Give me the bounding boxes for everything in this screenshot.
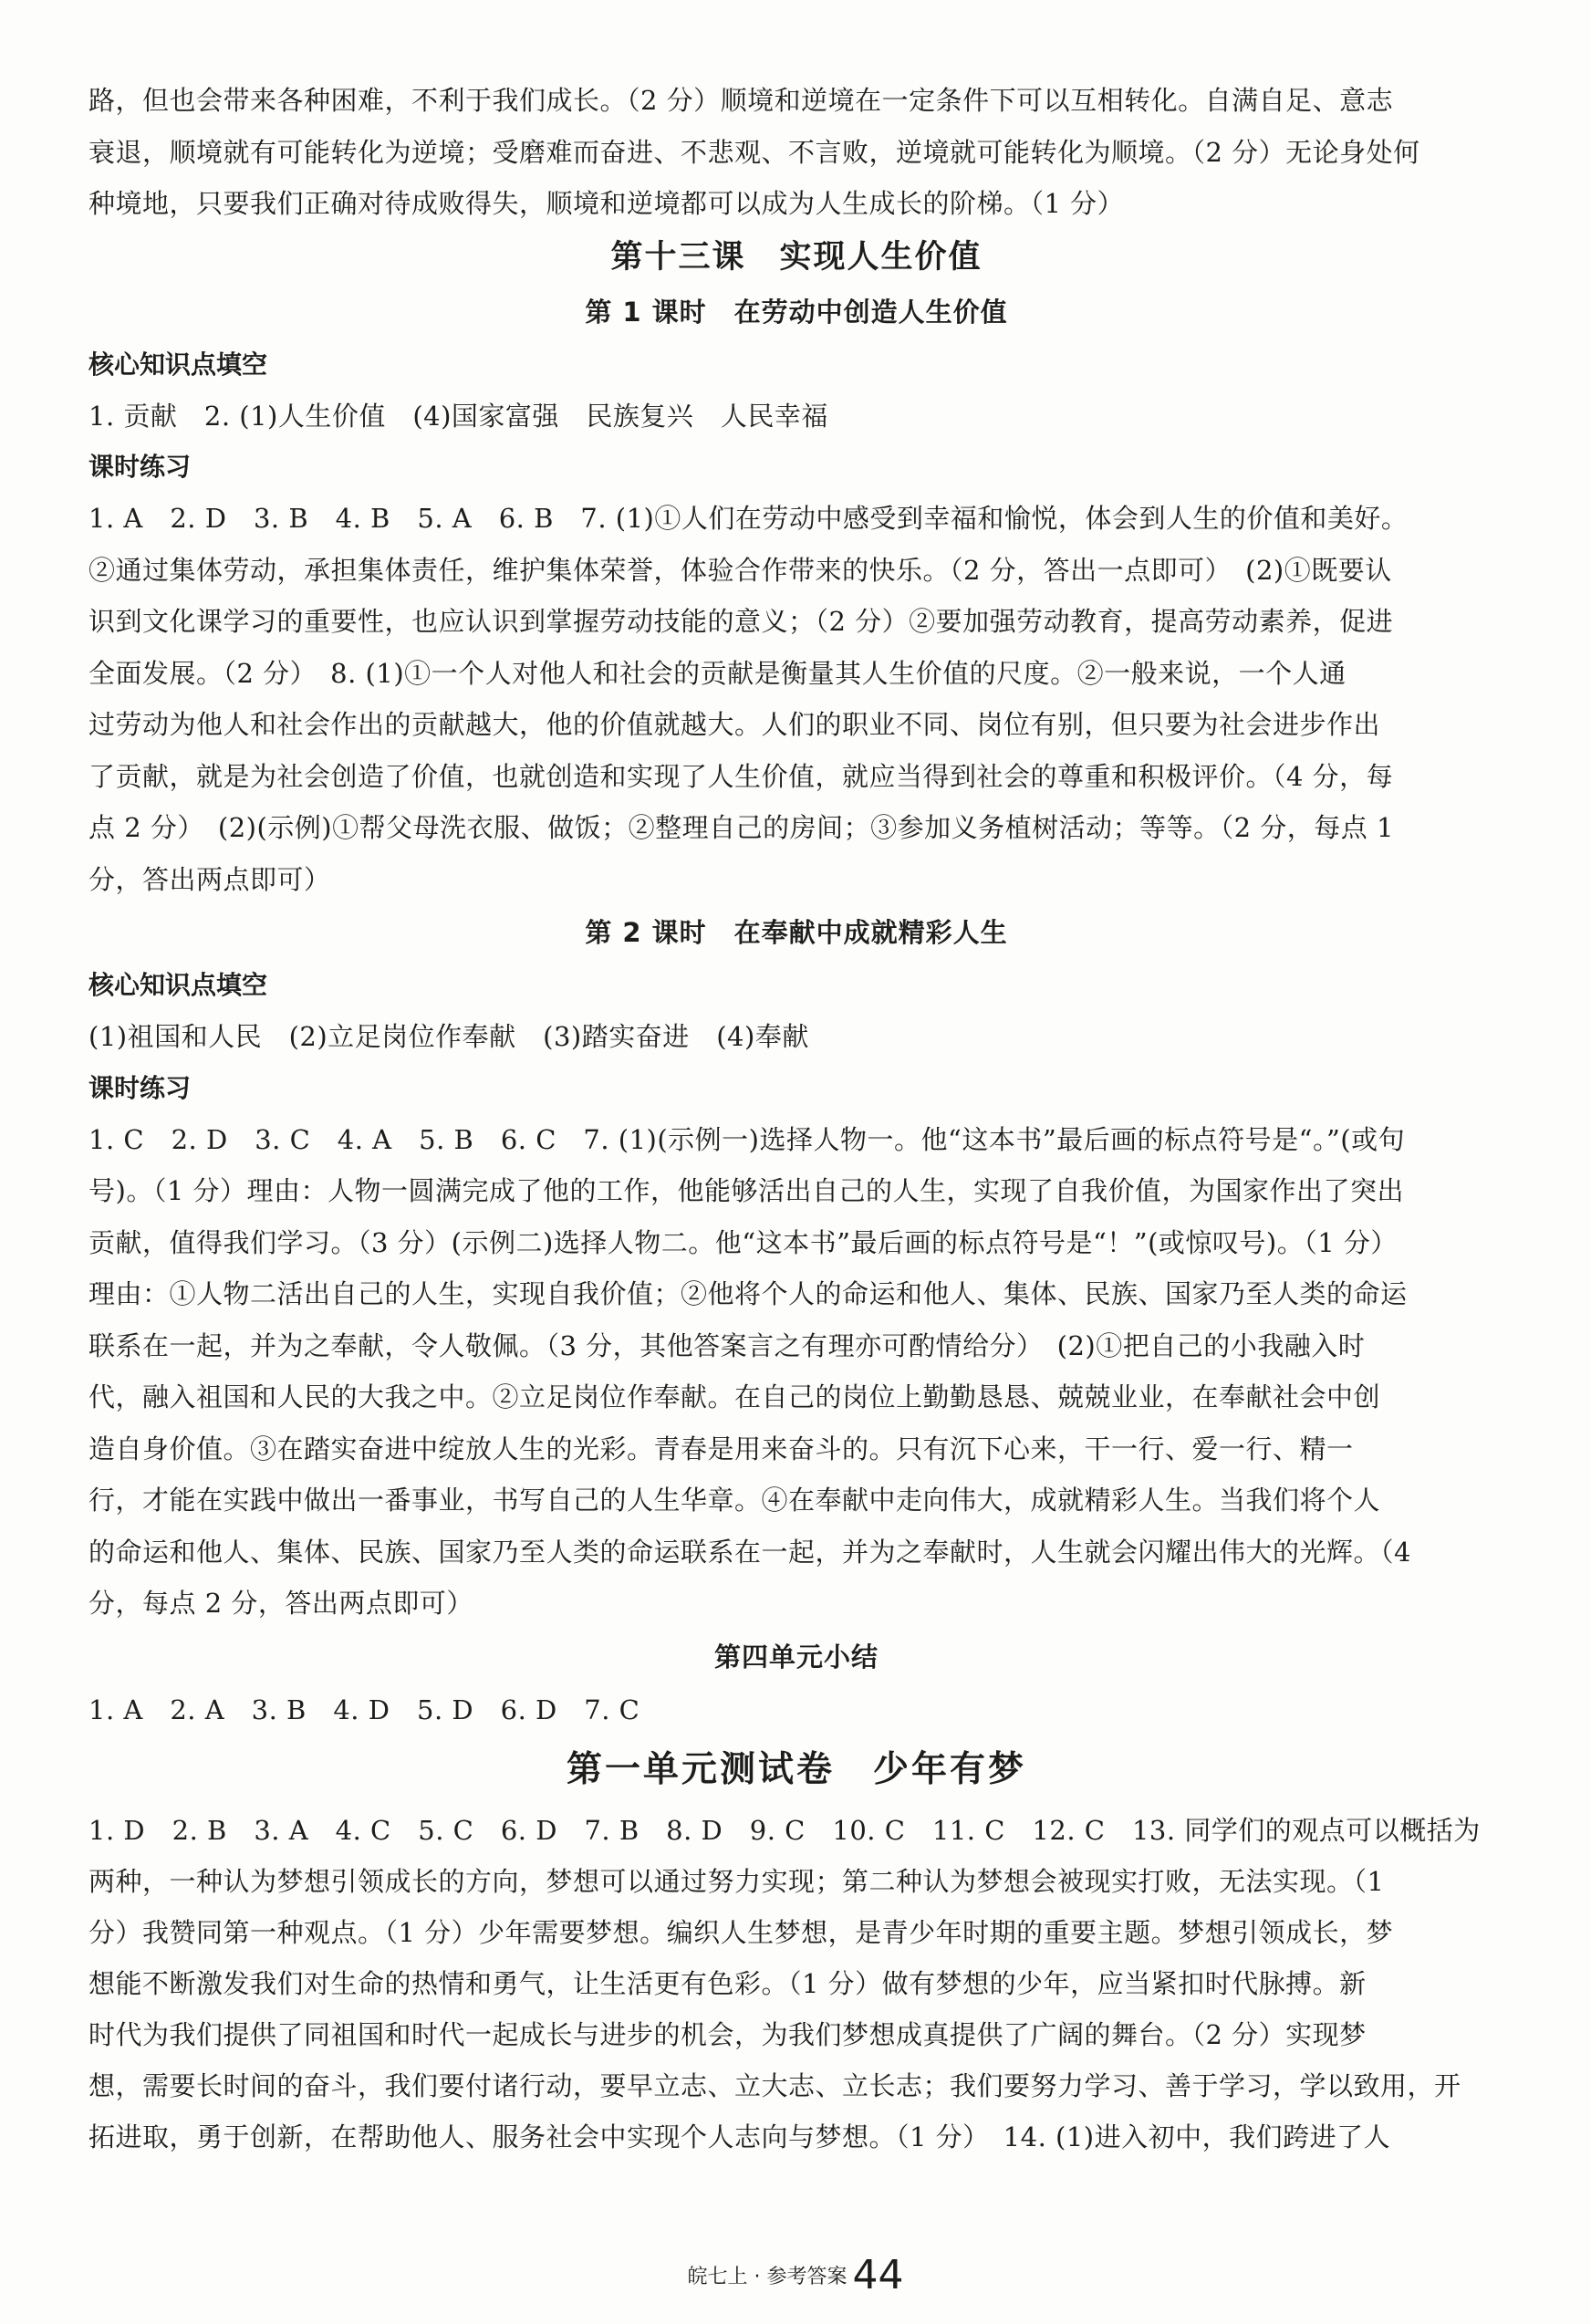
text-line: 点 2 分） (2)(示例)①帮父母洗衣服、做饭；②整理自己的房间；③参加义务植树活动；等等。（2 分，每点 1 (88, 812, 1394, 843)
unit-4-summary-answers: 1. A 2. A 3. B 4. D 5. D 6. D 7. C (88, 1693, 640, 1725)
unit-4-summary-title: 第四单元小结 (713, 1641, 879, 1673)
text-line: 识到文化课学习的重要性，也应认识到掌握劳动技能的意义；（2 分）②要加强劳动教育，提高劳动素养，促进 (88, 606, 1394, 637)
core-knowledge-heading: 核心知识点填空 (88, 970, 268, 1000)
practice-answers (88, 493, 1504, 905)
unit-1-test-answers (88, 1805, 1504, 2162)
page-content (88, 75, 1504, 2162)
practice-heading: 课时练习 (88, 452, 192, 482)
text-line: 种境地，只要我们正确对待成败得失，顺境和逆境都可以成为人生成长的阶梯。（1 分） (88, 188, 1125, 219)
text-line: 全面发展。（2 分） 8. (1)①一个人对他人和社会的贡献是衡量其人生价值的尺度。②一般来说，一个人通 (88, 657, 1347, 689)
text-line: 号)。（1 分）理由：人物一圆满完成了他的工作，他能够活出自己的人生，实现了自我价值，为国家作出了突出 (88, 1175, 1404, 1206)
text-line: 分，答出两点即可） (88, 863, 331, 895)
period-1-title: 第 1 课时 在劳动中创造人生价值 (585, 296, 1008, 328)
text-line: 分，每点 2 分，答出两点即可） (88, 1588, 473, 1619)
lesson-13-title: 第十三课 实现人生价值 (610, 238, 983, 276)
period-2-title: 第 2 课时 在奉献中成就精彩人生 (585, 917, 1008, 948)
practice-heading: 课时练习 (88, 1072, 192, 1103)
text-line: 拓进取，勇于创新，在帮助他人、服务社会中实现个人志向与梦想。（1 分） 14. (1)进入初中，我们跨进了人 (88, 2121, 1391, 2152)
text-line: ②通过集体劳动，承担集体责任，维护集体荣誉，体验合作带来的快乐。（2 分，答出一点即可） (2)①既要认 (88, 554, 1392, 586)
unit-1-test-title: 第一单元测试卷 少年有梦 (566, 1749, 1026, 1790)
text-line: 联系在一起，并为之奉献，令人敬佩。（3 分，其他答案言之有理亦可酌情给分） (2)①把自己的小我融入时 (88, 1329, 1366, 1361)
page-number: 44 (852, 2252, 904, 2298)
text-line: 理由：①人物二活出自己的人生，实现自我价值；②他将个人的命运和他人、集体、民族、国家乃至人类的命运 (88, 1278, 1408, 1309)
intro-paragraph (88, 75, 1504, 230)
text-line: 分）我赞同第一种观点。（1 分）少年需要梦想。编织人生梦想，是青少年时期的重要主题。梦想引领成长，梦 (88, 1917, 1394, 1948)
text-line: 时代为我们提供了同祖国和时代一起成长与进步的机会，为我们梦想成真提供了广阔的舞台。（2 分）实现梦 (88, 2019, 1367, 2050)
text-line: 的命运和他人、集体、民族、国家乃至人类的命运联系在一起，并为之奉献时，人生就会闪耀出伟大的光辉。（4 (88, 1536, 1411, 1568)
text-line: 1. D 2. B 3. A 4. C 5. C 6. D 7. B 8. D 9. C 10. C 11. C 12. C 13. 同学们的观点可以概括为 (88, 1815, 1481, 1846)
text-line: 1. A 2. D 3. B 4. B 5. A 6. B 7. (1)①人们在劳动中感受到幸福和愉悦，体会到人生的价值和美好。 (88, 503, 1409, 534)
core-knowledge-answer: 1. 贡献 2. (1)人生价值 (4)国家富强 民族复兴 人民幸福 (88, 400, 828, 432)
core-knowledge-answer: (1)祖国和人民 (2)立足岗位作奉献 (3)踏实奋进 (4)奉献 (88, 1021, 809, 1052)
text-line: 衰退，顺境就有可能转化为逆境；受磨难而奋进、不悲观、不言败，逆境就可能转化为顺境。（2 分）无论身处何 (88, 136, 1420, 168)
core-knowledge-heading: 核心知识点填空 (88, 349, 268, 380)
text-line: 两种，一种认为梦想引领成长的方向，梦想可以通过努力实现；第二种认为梦想会被现实打败，无法实现。（1 (88, 1866, 1385, 1897)
text-line: 路，但也会带来各种困难，不利于我们成长。（2 分）顺境和逆境在一定条件下可以互相转化。自满自足、意志 (88, 85, 1394, 116)
text-line: 了贡献，就是为社会创造了价值，也就创造和实现了人生价值，就应当得到社会的尊重和积极评价。（4 分，每 (88, 760, 1394, 792)
footer-label: 皖七上 · 参考答案 (687, 2266, 847, 2288)
text-line: 想，需要长时间的奋斗，我们要付诸行动，要早立志、立大志、立长志；我们要努力学习、善于学习，学以致用，开 (88, 2070, 1461, 2101)
text-line: 行，才能在实践中做出一番事业，书写自己的人生华章。④在奉献中走向伟大，成就精彩人生。当我们将个人 (88, 1485, 1381, 1516)
practice-answers (88, 1114, 1504, 1630)
text-line: 造自身价值。③在踏实奋进中绽放人生的光彩。青春是用来奋斗的。只有沉下心来，干一行、爱一行、精一 (88, 1433, 1354, 1464)
text-line: 代，融入祖国和人民的大我之中。②立足岗位作奉献。在自己的岗位上勤勤恳恳、兢兢业业，在奉献社会中创 (88, 1381, 1381, 1412)
page-footer (0, 2252, 1591, 2298)
text-line: 贡献，值得我们学习。（3 分）(示例二)选择人物二。他“这本书”最后画的标点符号是“！”(或惊叹号)。（1 分） (88, 1226, 1398, 1258)
text-line: 想能不断激发我们对生命的热情和勇气，让生活更有色彩。（1 分）做有梦想的少年，应当紧扣时代脉搏。新 (88, 1968, 1367, 1999)
text-line: 过劳动为他人和社会作出的贡献越大，他的价值就越大。人们的职业不同、岗位有别，但只要为社会进步作出 (88, 709, 1381, 740)
text-line: 1. C 2. D 3. C 4. A 5. B 6. C 7. (1)(示例一)选择人物一。他“这本书”最后画的标点符号是“。”(或句 (88, 1123, 1406, 1155)
